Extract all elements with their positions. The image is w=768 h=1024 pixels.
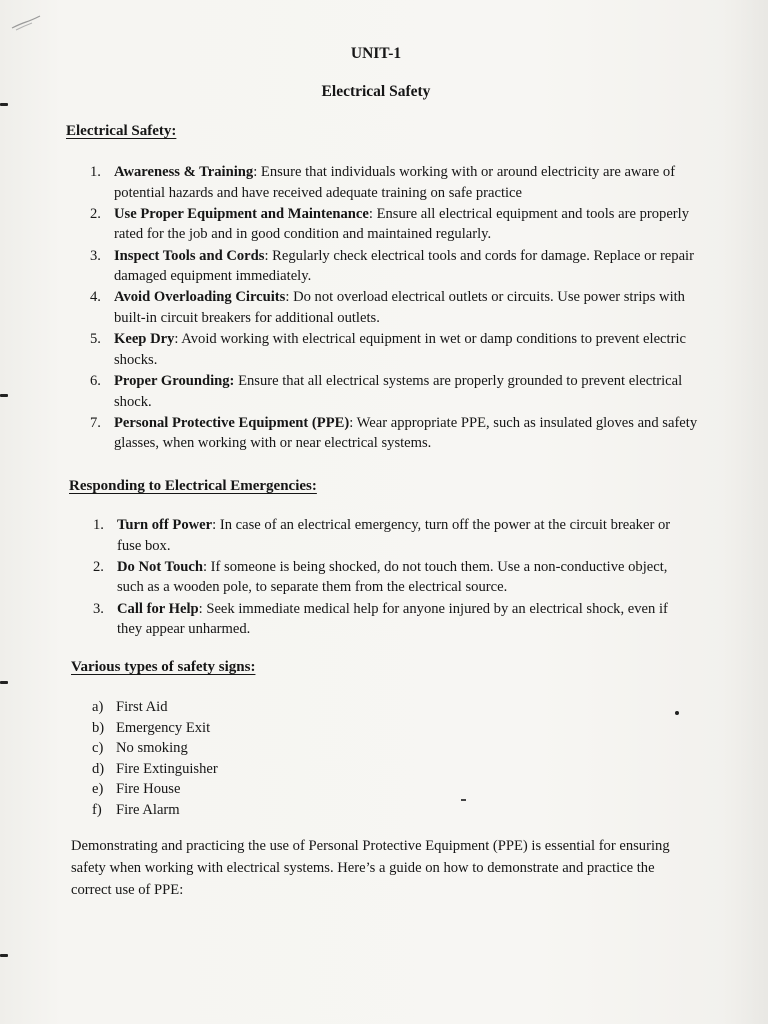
list-item-term: Personal Protective Equipment (PPE) — [114, 414, 350, 431]
list-letter: e) — [92, 781, 104, 798]
list-item-text: Ensure all electrical equipment and tools are properly rated for the job and in good condition and maintained regularly. — [114, 205, 690, 243]
list-item — [90, 413, 700, 454]
unit-title: UNIT-1 — [350, 45, 402, 62]
list-number: 5. — [90, 331, 101, 348]
binder-hole-mark — [0, 103, 8, 106]
list-item-text: In case of an electrical emergency, turn off the power at the circuit breaker or fuse box. — [117, 517, 671, 554]
list-number: 3. — [90, 247, 101, 264]
list-item-text: Ensure that all electrical systems are properly grounded to prevent electrical shock. — [114, 372, 683, 410]
binder-hole-mark — [0, 394, 8, 397]
list-item-term: Call for Help — [117, 600, 199, 617]
list-item — [90, 162, 700, 203]
list-item-separator: : — [198, 600, 203, 617]
list-letter: c) — [92, 740, 104, 757]
list-number: 6. — [90, 372, 101, 389]
list-item-term: Avoid Overloading Circuits — [114, 289, 286, 306]
list-letter: a) — [92, 699, 104, 715]
list-item-text: Avoid working with electrical equipment in wet or damp conditions to prevent electric shocks. — [114, 331, 686, 368]
list-item-text: Ensure that individuals working with or around electricity are aware of potential hazards and have received adequate training on safe practice — [114, 164, 676, 201]
list-item — [92, 697, 392, 718]
binder-hole-mark — [0, 681, 8, 684]
list-item-term: Inspect Tools and Cords — [114, 247, 265, 264]
list-item-separator: : — [174, 331, 179, 348]
list-item-term: Use Proper Equipment and Maintenance — [114, 205, 369, 222]
list-item-term: Awareness & Training — [114, 164, 254, 180]
page-subtitle: Electrical Safety — [321, 83, 431, 100]
list-item-term: Keep Dry — [114, 331, 175, 348]
list-number: 4. — [90, 289, 101, 306]
list-item-text: Regularly check electrical tools and cords for damage. Replace or repair damaged equipment immediately. — [114, 247, 694, 285]
section-heading-emergencies: Responding to Electrical Emergencies: — [69, 478, 317, 494]
list-item — [92, 800, 392, 821]
list-item-separator: : — [349, 414, 354, 431]
pencil-scribble-mark — [10, 12, 44, 32]
list-number: 2. — [93, 558, 104, 575]
list-item-term: Turn off Power — [117, 517, 213, 533]
emergency-response-list — [93, 515, 683, 640]
list-item — [93, 599, 683, 640]
list-item-text: If someone is being shocked, do not touch them. Use a non-conductive object, such as a wooden pole, to separate them from the electrical source. — [117, 558, 668, 596]
list-item-separator: : — [264, 247, 269, 264]
list-item — [90, 246, 700, 287]
safety-sign-name: Fire Extinguisher — [116, 760, 218, 777]
list-item — [92, 738, 392, 759]
list-number: 1. — [90, 164, 101, 180]
list-item — [93, 557, 683, 598]
ink-dot-mark — [675, 711, 679, 715]
safety-sign-name: First Aid — [116, 699, 168, 715]
list-item-text: Do not overload electrical outlets or circuits. Use power strips with built-in circuit breakers for additional outlets. — [114, 289, 685, 326]
list-item — [93, 515, 683, 556]
list-number: 2. — [90, 205, 101, 222]
safety-signs-list — [92, 697, 392, 821]
list-item — [90, 329, 700, 370]
electrical-safety-list — [90, 162, 700, 454]
list-letter: b) — [92, 719, 105, 736]
list-item — [92, 718, 392, 739]
binder-hole-mark — [0, 954, 8, 957]
list-item — [90, 204, 700, 245]
list-number: 1. — [93, 517, 104, 533]
list-item-term: Do Not Touch — [117, 558, 203, 575]
list-letter: f) — [92, 801, 102, 818]
list-item — [92, 759, 392, 780]
list-item — [92, 779, 392, 800]
ink-dash-mark — [461, 799, 466, 801]
list-number: 7. — [90, 414, 101, 431]
ppe-intro-paragraph: Demonstrating and practicing the use of Personal Protective Equipment (PPE) is essential for ensuring safety when working with electrical systems. Here’s a guide on how to demonstrate and practice the correct use of PPE: — [71, 838, 670, 898]
page-shadow — [722, 0, 768, 1024]
section-heading-safety-signs: Various types of safety signs: — [71, 659, 256, 675]
list-item-text: Seek immediate medical help for anyone injured by an electrical shock, even if they appear unharmed. — [117, 600, 668, 638]
list-item-text: Wear appropriate PPE, such as insulated gloves and safety glasses, when working with or near electrical systems. — [114, 414, 698, 452]
list-item-term: Proper Grounding: — [114, 372, 235, 389]
list-item-separator: : — [368, 205, 373, 222]
safety-sign-name: Fire House — [116, 781, 181, 798]
list-letter: d) — [92, 760, 105, 777]
list-item — [90, 287, 700, 328]
section-heading-electrical-safety: Electrical Safety: — [66, 123, 177, 139]
list-item-separator: : — [212, 517, 217, 533]
list-item-separator: : — [253, 164, 258, 180]
safety-sign-name: Emergency Exit — [116, 719, 211, 736]
list-item-separator: : — [202, 558, 208, 575]
list-item-separator: : — [285, 289, 290, 306]
safety-sign-name: No smoking — [116, 740, 188, 757]
list-number: 3. — [93, 600, 104, 617]
list-item — [90, 371, 700, 412]
safety-sign-name: Fire Alarm — [116, 801, 180, 818]
